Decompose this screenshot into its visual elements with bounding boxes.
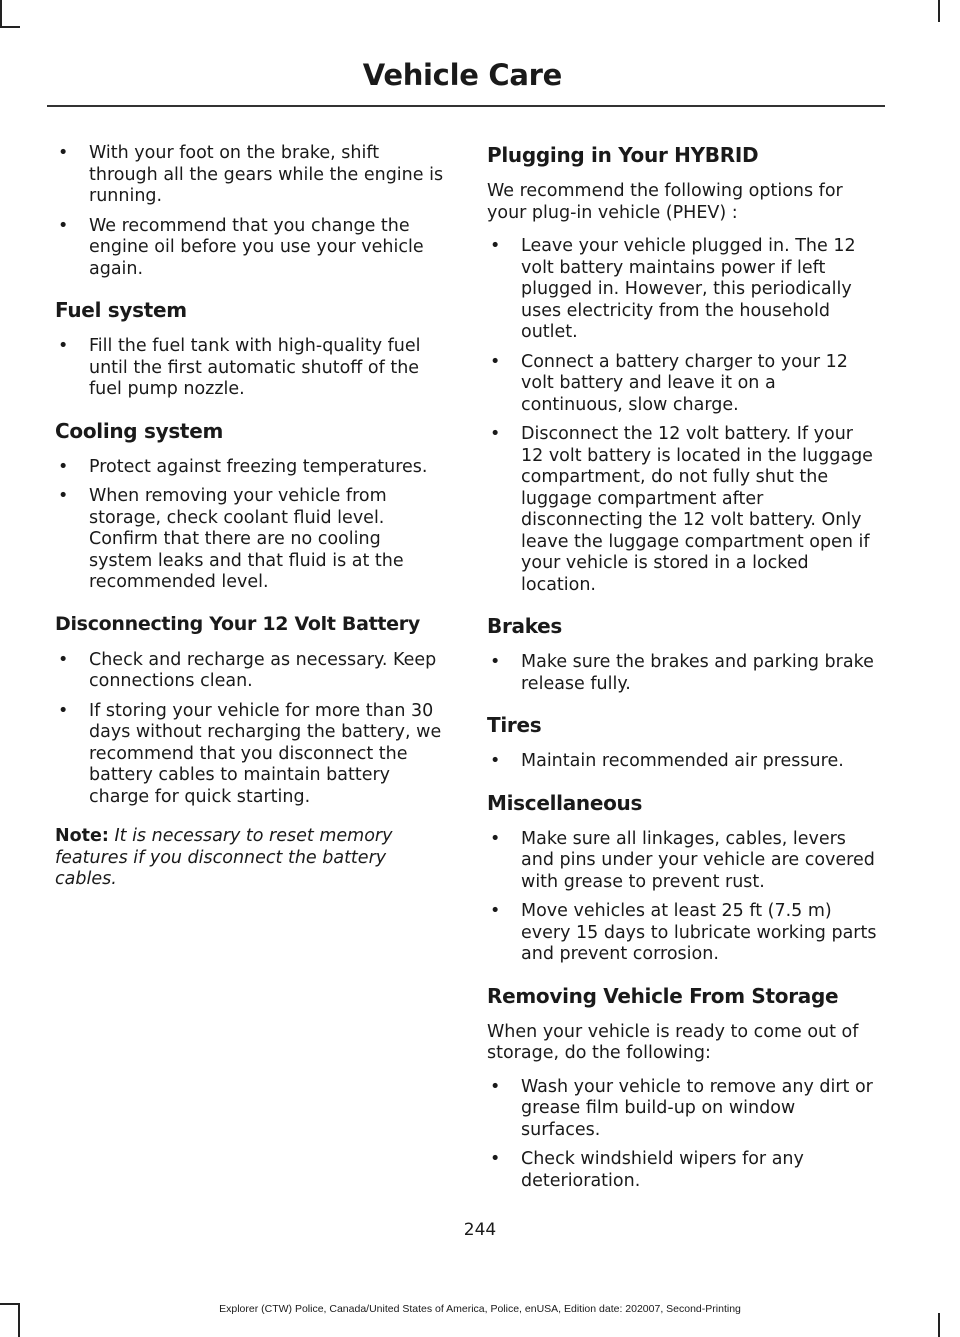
section-heading-plugging: Plugging in Your HYBRID xyxy=(487,143,759,167)
list-item: • Disconnect the 12 volt battery. If your 12 volt battery is located in the luggage compartment, do not fully shut the luggage compartment after disconnecting the 12 volt battery. Only leave the luggage compartment open if your vehicle is stored in a locked location. xyxy=(490,424,873,595)
bullet: • xyxy=(490,1149,501,1169)
cooling-list xyxy=(55,457,447,594)
section-heading-miscellaneous: Miscellaneous xyxy=(487,790,643,815)
tires-list xyxy=(487,751,880,773)
bullet: • xyxy=(58,215,69,236)
section-heading-fuel: Fuel system xyxy=(55,298,187,322)
list-item: • Fill the fuel tank with high-quality fuel until the first automatic shutoff of the fuel pump nozzle. xyxy=(58,336,421,399)
list-item: • Check and recharge as necessary. Keep connections clean. xyxy=(58,649,437,691)
bullet: • xyxy=(490,901,501,921)
list-item: • If storing your vehicle for more than 30 days without recharging the battery, we recommend that you disconnect the battery cables to maintain battery charge for quick starting. xyxy=(58,700,442,807)
plugging-intro: We recommend the following options for your plug-in vehicle (PHEV) : xyxy=(487,181,843,223)
list-item: • When removing your vehicle from storage, check coolant fluid level. Confirm that there are no cooling system leaks and that fluid is at the recommended level. xyxy=(58,486,404,592)
list-item: • Maintain recommended air pressure. xyxy=(490,751,844,771)
section-heading-brakes: Brakes xyxy=(487,614,563,638)
bullet: • xyxy=(58,649,69,670)
battery-list xyxy=(55,650,447,809)
list-item: • Leave your vehicle plugged in. The 12 volt battery maintains power if left plugged in. However, this periodically uses electricity from the household outlet. xyxy=(490,236,856,342)
section-heading-battery: Disconnecting Your 12 Volt Battery xyxy=(55,612,420,635)
list-item: • Make sure all linkages, cables, levers and pins under your vehicle are covered with grease to prevent rust. xyxy=(490,828,875,892)
left-column xyxy=(55,143,447,903)
list-item: • We recommend that you change the engine oil before you use your vehicle again. xyxy=(58,215,424,279)
crop-mark xyxy=(0,0,2,26)
right-column xyxy=(487,143,880,1210)
bullet: • xyxy=(490,1076,501,1097)
bullet: • xyxy=(58,456,69,477)
footer-text: Explorer (CTW) Police, Canada/United States of America, Police, enUSA, Edition date: 202007, Second-Printing xyxy=(219,1303,741,1315)
list-item: • Connect a battery charger to your 12 volt battery and leave it on a continuous, slow charge. xyxy=(490,351,848,415)
note-label: Note: xyxy=(55,826,109,846)
note-text: It is necessary to reset memory features if you disconnect the battery cables. xyxy=(55,826,393,889)
plugging-list xyxy=(487,236,880,596)
bullet: • xyxy=(490,424,501,444)
bullet: • xyxy=(490,351,501,372)
list-item: • Protect against freezing temperatures. xyxy=(58,456,428,477)
crop-mark xyxy=(938,1313,940,1337)
miscellaneous-list xyxy=(487,829,880,966)
bullet: • xyxy=(58,336,69,356)
section-heading-cooling: Cooling system xyxy=(55,418,223,443)
brakes-list xyxy=(487,652,880,695)
bullet: • xyxy=(490,236,501,256)
bullet: • xyxy=(490,828,501,849)
bullet: • xyxy=(58,486,69,506)
crop-mark xyxy=(0,26,20,28)
header-divider xyxy=(47,105,885,107)
bullet: • xyxy=(490,652,501,672)
list-item: • Check windshield wipers for any deterioration. xyxy=(490,1149,804,1191)
list-item: • Wash your vehicle to remove any dirt or grease film build-up on window surfaces. xyxy=(490,1076,873,1140)
bullet: • xyxy=(58,700,69,721)
bullet: • xyxy=(490,751,501,771)
note xyxy=(55,826,447,891)
intro-list xyxy=(55,143,447,280)
crop-mark xyxy=(938,0,940,22)
removing-list xyxy=(487,1077,880,1193)
removing-intro: When your vehicle is ready to come out of storage, do the following: xyxy=(487,1021,859,1063)
section-heading-removing: Removing Vehicle From Storage xyxy=(487,983,839,1008)
fuel-list xyxy=(55,336,447,401)
bullet: • xyxy=(58,143,69,163)
list-item: • Make sure the brakes and parking brake release fully. xyxy=(490,652,874,694)
list-item: • With your foot on the brake, shift through all the gears while the engine is running. xyxy=(58,143,444,206)
list-item: • Move vehicles at least 25 ft (7.5 m) every 15 days to lubricate working parts and prevent corrosion. xyxy=(490,901,877,964)
page-title: Vehicle Care xyxy=(362,58,562,92)
page-number: 244 xyxy=(463,1220,497,1240)
section-heading-tires: Tires xyxy=(487,713,542,737)
